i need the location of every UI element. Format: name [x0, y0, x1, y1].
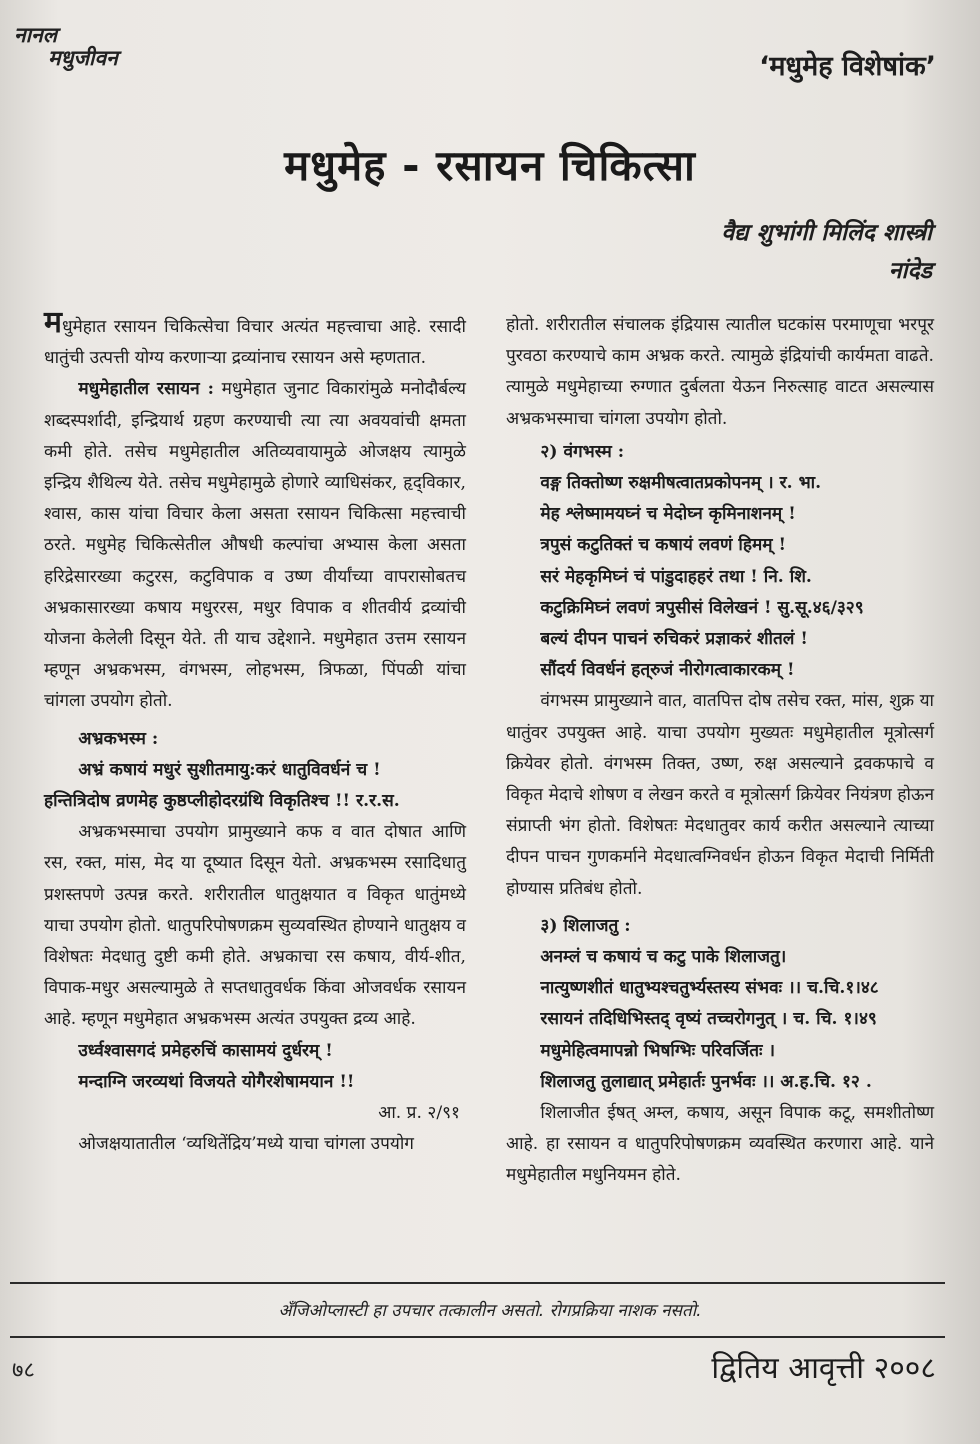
issue-tag: ‘मधुमेह विशेषांक’	[759, 51, 936, 82]
sloka: सौंदर्य विवर्धनं हत्‌रुजं नीरोगत्वाकारकम् !	[540, 660, 795, 681]
sloka: मधुमेहित्वमापन्नो भिषग्भिः परिवर्जितः ।	[540, 1040, 775, 1061]
sloka: उर्ध्वश्वासगदं प्रमेहरुचिं कासामयं दुर्धरम् !	[78, 1040, 333, 1061]
article-title: मधुमेह - रसायन चिकित्सा	[284, 141, 696, 190]
magazine-logo-line1: नानल	[14, 23, 57, 47]
sloka: शिलाजतु तुलाद्यात् प्रमेहार्तः पुनर्भवः ।। अ.ह.चि. १२ .	[540, 1071, 872, 1092]
section-heading-abhrak: अभ्रकभस्म :	[78, 728, 159, 749]
sloka: रसायनं तदिधिभिस्तद् वृष्यं तच्चरोगनुत् । च. चि. १।४९	[540, 1009, 877, 1030]
magazine-logo-line2: मधुजीवन	[48, 46, 118, 70]
footer-rule-top	[10, 1282, 945, 1284]
intro-text: धुमेहात रसायन चिकित्सेचा विचार अत्यंत महत्त्वाचा आहे. रसादी धातुंची उत्पत्ती योग्य करणाऱ्या द्रव्यांनाच रसायन असे म्हणतात.	[44, 317, 466, 369]
paragraph-vang: वंगभस्म प्रामुख्याने वात, वातपित्त दोष तसेच रक्त, मांस, शुक्र या धातुंवर उपयुक्त आहे. याचा उपयोग मुख्यतः मधुमेहातील मूत्रोत्सर्ग क्रियेवर होतो. वंगभस्म तिक्त, उष्ण, रुक्ष असल्याने द्रवकफाचे व विकृत मेदाचे शोषण व लेखन करते व मूत्रोत्सर्ग क्रियेवर नियंत्रण होऊन संप्राप्ती भंग होतो. विशेषतः मेदधातुवर कार्य करीत असल्याने त्याच्या दीपन पाचन गुणकर्माने मेदधात्वग्निवर्धन होऊन विकृत मेदाची निर्मिती होण्यास प्रतिबंध होतो.	[506, 691, 934, 899]
magazine-logo	[14, 24, 118, 70]
paragraph-continuation: होतो. शरीरातील संचालक इंद्रियास त्यातील घटकांस परमाणूचा भरपूर पुरवठा करण्याचे काम अभ्रक करते. त्यामुळे इंद्रियांची कार्यमता वाढते. त्यामुळे मधुमेहाच्या रुग्णात दुर्बलता येऊन निरुत्साह वाटत असल्यास अभ्रकभस्माचा चांगला उपयोग होतो.	[506, 315, 934, 429]
author-block	[721, 214, 932, 290]
sloka: सरं मेहकृमिघ्नं चं पांडुदाहहरं तथा ! नि. शि.	[540, 566, 812, 587]
paragraph-shilajatu: शिलाजीत ईषत् अम्ल, कषाय, असून विपाक कटू, समशीतोष्ण आहे. हा रसायन व धातुपरिपोषणक्रम व्यवस्थित करणारा आहे. याने मधुमेहातील मधुनियमन होते.	[506, 1103, 934, 1186]
sloka: वङ्ग तिक्तोष्ण रुक्षमीषत्वातप्रकोपनम् । र. भा.	[540, 473, 822, 494]
footer-rule-bottom	[10, 1336, 945, 1338]
sloka: कटुक्रिमिघ्नं लवणं त्रपुसीसं विलेखनं ! सु.सू.४६/३२९	[540, 597, 864, 618]
paragraph-continued: ओजक्षयातातील ‘व्यथितेंद्रिय’मध्ये याचा चांगला उपयोग	[78, 1134, 414, 1155]
paragraph-abhrak: अभ्रकभस्माचा उपयोग प्रामुख्याने कफ व वात दोषात आणि रस, रक्त, मांस, मेद या दूष्यात दिसून येतो. अभ्रकभस्म रसादिधातु प्रशस्तपणे उत्पन्न करते. शरीरातील धातुक्षयात व विकृत धातुंमध्ये याचा उपयोग होतो. धातुपरिपोषणक्रम सुव्यवस्थित होण्याने धातुक्षय व विशेषतः मेदधातु दुष्टी कमी होते. अभ्रकाचा रस कषाय, वीर्य-शीत, विपाक-मधुर असल्यामुळे ते सप्तधातुवर्धक किंवा ओजवर्धक रसायन आहे. म्हणून मधुमेहात अभ्रकभस्म अत्यंत उपयुक्त द्रव्य आहे.	[44, 822, 466, 1030]
sloka: हन्तित्रिदोष व्रणमेह कुष्ठप्लीहोदरग्रंथि विकृतिश्च !! र.र.स.	[44, 791, 400, 812]
drop-cap: म	[44, 305, 62, 340]
paragraph-rasayan-text: मधुमेहात जुनाट विकारांमुळे मनोदौर्बल्य शब्दस्पर्शादी, इन्द्रियार्थ ग्रहण करण्याची त्या त्या अवयवांची क्षमता कमी होते. तसेच मधुमेहातील अतिव्यवायामुळे ओजक्षय त्यामुळे इन्द्रिय शैथिल्य येते. तसेच मधुमेहामुळे होणारे व्याधिसंकर, हृद्‌विकार, श्वास, कास यांचा विचार केला असता रसायन चिकित्सा महत्त्वाची ठरते. मधुमेह चिकित्सेतील औषधी कल्पांचा अभ्यास केला असता हरिद्रेसारख्या कटुरस, कटुविपाक व उष्ण वीर्यांच्या वापरासोबतच अभ्रकासारख्या कषाय मधुररस, मधुर विपाक व शीतवीर्य द्रव्यांची योजना केलेली दिसून येते. ती याच उद्देशाने. मधुमेहात उत्तम रसायन म्हणून अभ्रकभस्म, वंगभस्म, लोहभस्म, त्रिफळा, पिंपळी यांचा चांगला उपयोग होतो.	[44, 379, 467, 712]
paragraph-rasayan	[44, 374, 466, 717]
sloka: मेह श्लेष्मामयघ्नं च मेदोघ्न कृमिनाशनम् !	[540, 504, 796, 525]
sloka: नात्युष्णशीतं धातुभ्यश्चतुर्भ्यस्तस्य संभवः ।। च.चि.१।४८	[540, 978, 879, 999]
sloka: अनम्लं च कषायं च कटु पाके शिलाजतु।	[540, 947, 787, 968]
sloka: मन्दाग्नि जरव्यथां विजयते योगैरशेषामयान !!	[78, 1071, 355, 1092]
footer-quote: अँजिओप्लास्टी हा उपचार तत्कालीन असतो. रोगप्रक्रिया नाशक नसतो.	[278, 1301, 702, 1321]
reference: आ. प्र. २/९१	[378, 1103, 460, 1124]
sloka: अभ्रं कषायं मधुरं सुशीतमायु:करं धातुविवर्धनं च !	[78, 759, 381, 780]
section-heading-rasayan: मधुमेहातील रसायन :	[78, 379, 215, 400]
right-column	[506, 310, 934, 1192]
author-place: नांदेड	[888, 258, 932, 284]
sloka: बल्यं दीपन पाचनं रुचिकरं प्रज्ञाकरं शीतलं !	[540, 629, 808, 650]
edition-label: द्वितिय आवृत्ती २००८	[711, 1351, 936, 1386]
section-heading-shilajatu: ३) शिलाजतु :	[540, 915, 631, 936]
sloka: त्रपुसं कटुतिक्तं च कषायं लवणं हिमम् !	[540, 535, 787, 556]
left-column	[44, 305, 467, 1160]
section-heading-vang: २) वंगभस्म :	[540, 441, 625, 462]
page-number: ७८	[12, 1358, 35, 1383]
intro-paragraph	[44, 305, 466, 374]
author-name: वैद्य शुभांगी मिलिंद शास्त्री	[721, 220, 932, 246]
